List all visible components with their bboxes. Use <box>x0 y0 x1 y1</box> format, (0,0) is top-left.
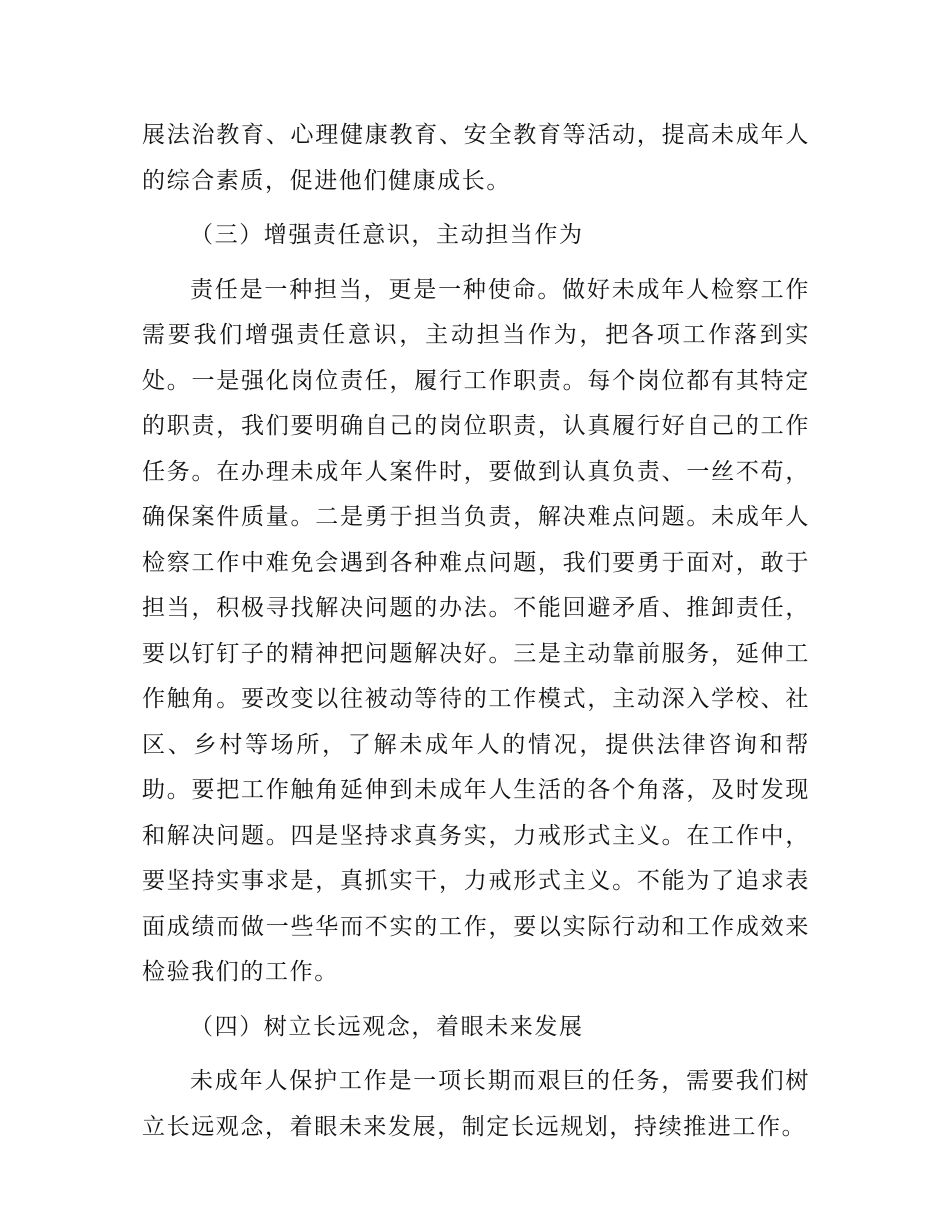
paragraph-long-term: 未成年人保护工作是一项长期而艰巨的任务，需要我们树立长远观念，着眼未来发展，制定长远规划，持续推进工作。 <box>142 1068 810 1140</box>
paragraph-responsibility: 责任是一种担当，更是一种使命。做好未成年人检察工作需要我们增强责任意识，主动担当作为，把各项工作落到实处。一是强化岗位责任，履行工作职责。每个岗位都有其特定的职责，我们要明确自己的岗位职责，认真履行好自己的工作任务。在办理未成年人案件时，要做到认真负责、一丝不苟，确保案件质量。二是勇于担当负责，解决难点问题。未成年人检察工作中难免会遇到各种难点问题，我们要勇于面对，敢于担当，积极寻找解决问题的办法。不能回避矛盾、推卸责任，要以钉钉子的精神把问题解决好。三是主动靠前服务，延伸工作触角。要改变以往被动等待的工作模式，主动深入学校、社区、乡村等场所，了解未成年人的情况，提供法律咨询和帮助。要把工作触角延伸到未成年人生活的各个角落，及时发现和解决问题。四是坚持求真务实，力戒形式主义。在工作中，要坚持实事求是，真抓实干，力戒形式主义。不能为了追求表面成绩而做一些华而不实的工作，要以实际行动和工作成效来检验我们的工作。 <box>142 276 810 985</box>
paragraph-continued: 展法治教育、心理健康教育、安全教育等活动，提高未成年人的综合素质，促进他们健康成长。 <box>142 122 810 194</box>
document-body <box>142 113 810 1159</box>
section-heading-four: （四）树立长远观念，着眼未来发展 <box>190 1013 584 1040</box>
section-heading-three: （三）增强责任意识，主动担当作为 <box>190 222 584 248</box>
